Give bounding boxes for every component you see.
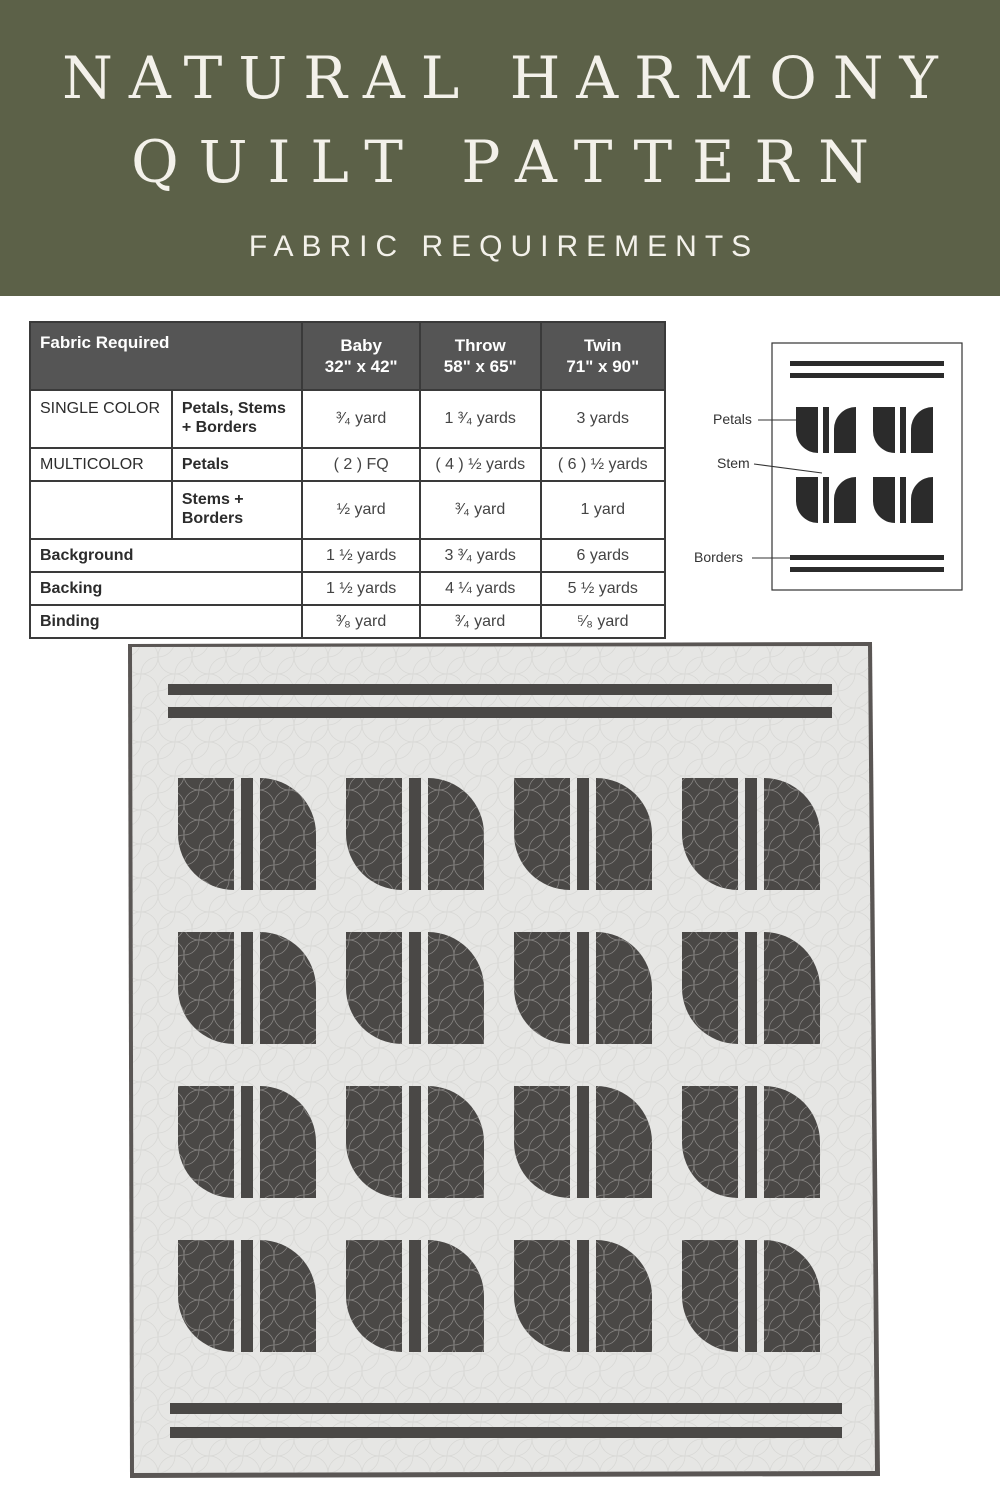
stem <box>241 932 253 1044</box>
item-line-1: Petals, Stems <box>181 400 286 417</box>
item-line-1: Stems + <box>181 491 244 508</box>
stem <box>409 932 421 1044</box>
diagram-border-strip <box>790 567 944 572</box>
quilt-flower <box>514 1086 652 1198</box>
value-baby: 1 ½ yards <box>302 572 420 605</box>
table-row <box>30 390 665 448</box>
quilt-layout-diagram <box>680 340 980 600</box>
quilt-flower <box>346 1240 484 1352</box>
stem <box>577 778 589 890</box>
diagram-border-strip <box>790 555 944 560</box>
value-twin: ⁵⁄₈ yard <box>541 605 666 638</box>
item-line-2: + Borders <box>181 419 257 436</box>
stem <box>745 778 757 890</box>
header-twin <box>541 322 666 390</box>
diagram-flower <box>873 407 933 453</box>
title-line-2: QUILT PATTERN <box>131 128 889 196</box>
value-baby: ½ yard <box>302 481 420 539</box>
title-line-1: NATURAL HARMONY <box>62 44 954 112</box>
value-baby: ³⁄₈ yard <box>302 605 420 638</box>
label-borders: Borders <box>694 549 744 565</box>
quilt-border-strip <box>170 1427 842 1438</box>
quilt-border-strip <box>168 684 832 695</box>
value-baby: 1 ½ yards <box>302 539 420 572</box>
stem <box>577 932 589 1044</box>
quilt-flower <box>682 1086 820 1198</box>
stem <box>409 778 421 890</box>
header-baby <box>302 322 420 390</box>
row-item-label: Petals <box>172 448 303 481</box>
fabric-requirements-table <box>29 321 666 639</box>
value-throw: 3 ³⁄₄ yards <box>420 539 541 572</box>
value-throw: ( 4 ) ½ yards <box>420 448 541 481</box>
size-dims: 58" x 65" <box>443 357 517 376</box>
table-row <box>30 539 665 572</box>
table-row <box>30 481 665 539</box>
header-throw <box>420 322 541 390</box>
row-item-label <box>172 390 303 448</box>
stem <box>745 932 757 1044</box>
stem <box>745 1086 757 1198</box>
table-row <box>30 448 665 481</box>
size-dims: 32" x 42" <box>324 357 398 376</box>
diagram-outline <box>772 343 962 590</box>
size-dims: 71" x 90" <box>566 357 640 376</box>
size-name: Baby <box>340 336 382 355</box>
subtitle: FABRIC REQUIREMENTS <box>248 230 760 263</box>
size-name: Twin <box>584 336 622 355</box>
quilt-flower <box>514 932 652 1044</box>
quilt-flower <box>682 1240 820 1352</box>
quilt-flower <box>178 778 316 890</box>
title-banner <box>0 0 1000 296</box>
stem <box>577 1086 589 1198</box>
diagram-flower <box>796 407 856 453</box>
value-twin: ( 6 ) ½ yards <box>541 448 666 481</box>
value-baby: ³⁄₄ yard <box>302 390 420 448</box>
quilt-flower <box>346 1086 484 1198</box>
value-throw: 4 ¼ yards <box>420 572 541 605</box>
label-petals: Petals <box>713 411 752 427</box>
label-stem: Stem <box>717 455 750 471</box>
stem <box>241 1086 253 1198</box>
item-line-2: Borders <box>181 510 244 527</box>
value-twin: 5 ½ yards <box>541 572 666 605</box>
quilt-flower <box>178 932 316 1044</box>
diagram-border-strip <box>790 373 944 378</box>
quilt-flower <box>178 1086 316 1198</box>
stem <box>241 778 253 890</box>
quilt-flower <box>514 1240 652 1352</box>
diagram-flower <box>796 477 856 523</box>
stem <box>409 1240 421 1352</box>
value-twin: 6 yards <box>541 539 666 572</box>
quilt-photo <box>124 640 884 1480</box>
stem <box>577 1240 589 1352</box>
diagram-flower <box>873 477 933 523</box>
value-throw: 1 ³⁄₄ yards <box>420 390 541 448</box>
table-header-row <box>30 322 665 390</box>
quilt-border-strip <box>168 707 832 718</box>
value-throw: ³⁄₄ yard <box>420 481 541 539</box>
value-baby: ( 2 ) FQ <box>302 448 420 481</box>
row-group-label <box>30 481 172 539</box>
stem <box>241 1240 253 1352</box>
value-twin: 1 yard <box>541 481 666 539</box>
table-row <box>30 605 665 638</box>
quilt-flower <box>346 932 484 1044</box>
quilt-flower <box>346 778 484 890</box>
value-twin: 3 yards <box>541 390 666 448</box>
row-label: Binding <box>30 605 302 638</box>
stem <box>409 1086 421 1198</box>
row-label: Background <box>30 539 302 572</box>
stem <box>745 1240 757 1352</box>
size-name: Throw <box>454 336 506 355</box>
quilt-flower <box>682 932 820 1044</box>
quilt-flower <box>514 778 652 890</box>
header-fabric-required: Fabric Required <box>30 322 302 390</box>
quilt-border-strip <box>170 1403 842 1414</box>
value-throw: ³⁄₄ yard <box>420 605 541 638</box>
table-row <box>30 572 665 605</box>
quilt-flower <box>682 778 820 890</box>
quilt-flower <box>178 1240 316 1352</box>
diagram-border-strip <box>790 361 944 366</box>
row-label: Backing <box>30 572 302 605</box>
row-item-label <box>172 481 303 539</box>
row-group-label: MULTICOLOR <box>30 448 172 481</box>
row-group-label: SINGLE COLOR <box>30 390 172 448</box>
